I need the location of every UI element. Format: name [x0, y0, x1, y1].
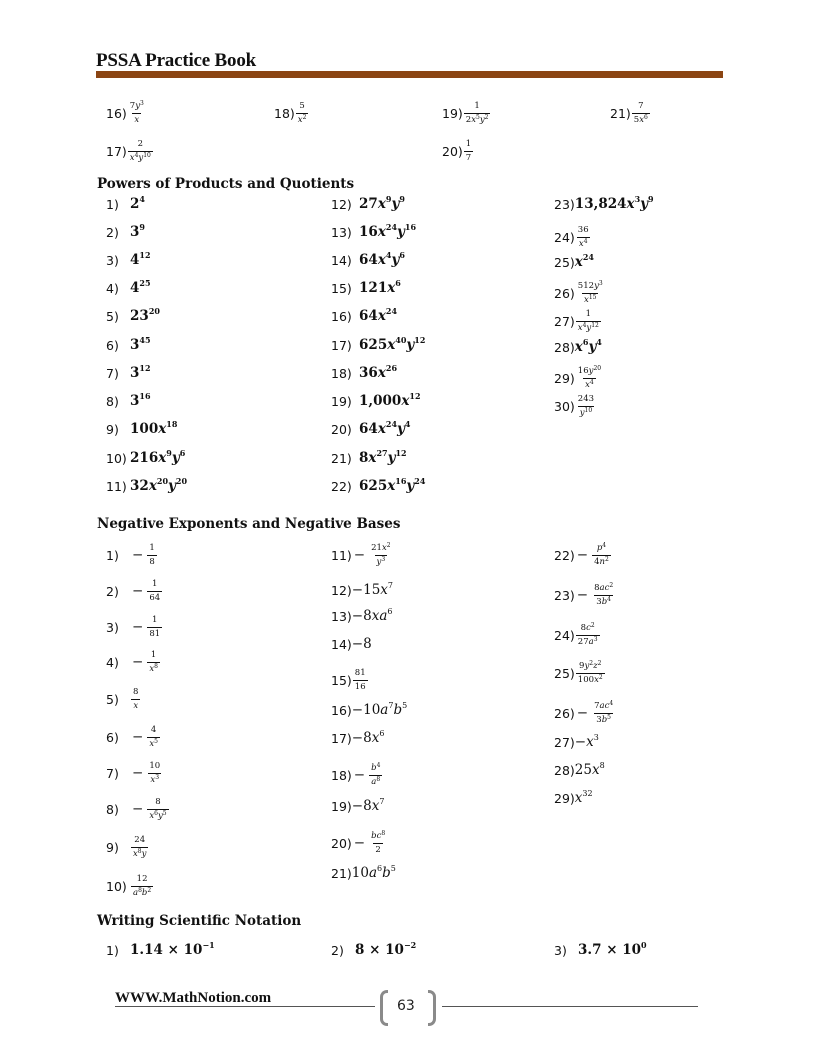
answer-fraction: [147, 762, 162, 784]
answer-fraction: [147, 798, 168, 820]
minus-sign: −: [353, 767, 366, 783]
powers-answer-item: [106, 337, 151, 353]
fraction-numerator: 8: [133, 687, 139, 697]
powers-answer-item: [554, 367, 603, 389]
fraction-numerator: $p^4$: [596, 542, 607, 553]
answer-fraction: [147, 726, 160, 748]
item-number: 6): [106, 729, 119, 745]
answer-fraction: [576, 367, 603, 389]
answer-fraction: [576, 282, 605, 304]
fraction-numerator: 7: [638, 101, 644, 111]
answer-expression: $8 \times 10^{-2}$: [355, 940, 417, 958]
item-number: 1): [106, 547, 119, 563]
negative-answer-item: [106, 762, 162, 784]
item-number: 24): [554, 627, 575, 643]
scientific-answer-item: [331, 942, 416, 958]
answer-expression: $1,000x^{12}$: [359, 391, 421, 409]
negative-answer-item: [554, 544, 611, 566]
fraction-numerator: $7y^3$: [129, 100, 144, 111]
item-number: 11): [106, 478, 127, 494]
negative-answer-item: [106, 726, 160, 748]
item-number: 2): [331, 942, 344, 958]
top-answer-item: [442, 140, 473, 162]
answer-expression: $2^4$: [130, 194, 145, 212]
fraction-denominator: $27a^3$: [577, 635, 598, 647]
fraction-denominator: $y^{10}$: [579, 406, 593, 418]
fraction-denominator: $a^8b^2$: [133, 886, 152, 898]
answer-fraction: [592, 702, 615, 724]
answer-expression: $27x^9y^9$: [359, 194, 405, 212]
powers-answer-item: [331, 252, 405, 268]
negative-answer-item: [106, 544, 157, 566]
item-number: 2): [106, 224, 119, 240]
powers-answer-item: [554, 254, 594, 270]
fraction-numerator: 1: [150, 650, 157, 660]
item-number: 22): [554, 547, 575, 563]
negative-answer-item: [554, 762, 605, 778]
fraction-numerator: 1: [465, 139, 472, 149]
answer-expression: $-8x^6$: [351, 729, 385, 746]
powers-answer-item: [331, 450, 407, 466]
fraction-denominator: $x^5$: [149, 737, 158, 749]
top-answer-item: [106, 140, 153, 162]
minus-sign: −: [132, 729, 144, 745]
answer-fraction: [131, 875, 153, 897]
answer-fraction: [147, 651, 160, 673]
item-number: 10): [106, 450, 127, 466]
item-number: 17): [331, 730, 352, 746]
negative-answer-item: [106, 875, 153, 897]
fraction-denominator: 64: [149, 592, 161, 603]
item-number: 20): [331, 835, 352, 851]
fraction-numerator: $8c^2$: [580, 622, 595, 633]
answer-expression: $-8x^7$: [351, 797, 385, 814]
answer-expression: $32x^{20}y^{20}$: [130, 476, 188, 494]
fraction-denominator: $100x^2$: [577, 673, 603, 685]
answer-expression: $-8xa^6$: [351, 607, 393, 624]
page-bracket-right: [428, 990, 436, 1026]
fraction-numerator: 24: [134, 835, 146, 845]
fraction-denominator: $x^3$: [150, 773, 160, 785]
item-number: 27): [554, 734, 575, 750]
fraction-denominator: 81: [149, 628, 161, 639]
answer-fraction: [576, 310, 601, 332]
answer-expression: $13,824x^3y^9$: [574, 194, 654, 212]
fraction-numerator: 10: [149, 761, 161, 771]
fraction-denominator: $x^8$: [149, 662, 158, 674]
item-number: 11): [331, 547, 352, 563]
item-number: 26): [554, 705, 575, 721]
fraction-numerator: $b^4$: [371, 762, 381, 773]
item-number: 28): [554, 762, 575, 778]
negative-answer-item: [331, 832, 387, 854]
answer-expression: −8: [351, 636, 372, 652]
footer-rule-right: [442, 1006, 698, 1007]
minus-sign: −: [576, 547, 589, 563]
answer-fraction: [369, 544, 392, 566]
item-number: 18): [331, 767, 352, 783]
scientific-answer-item: [554, 942, 647, 958]
item-number: 13): [331, 224, 352, 240]
scientific-answer-item: [106, 942, 215, 958]
item-number: 18): [274, 105, 295, 121]
page-bracket-left: [380, 990, 388, 1026]
fraction-numerator: 5: [299, 101, 305, 111]
negative-answer-item: [106, 580, 162, 602]
fraction-numerator: 1: [149, 543, 155, 553]
fraction-numerator: $7ac^4$: [594, 700, 614, 711]
powers-answer-item: [106, 308, 160, 324]
answer-fraction: [128, 102, 146, 124]
powers-answer-item: [331, 196, 405, 212]
answer-expression: $64x^{24}$: [359, 306, 398, 324]
powers-answer-item: [106, 421, 177, 437]
answer-expression: $36x^{26}$: [359, 363, 398, 381]
negative-answer-item: [331, 669, 368, 691]
item-number: 21): [610, 105, 631, 121]
item-number: 23): [554, 196, 575, 212]
powers-answer-item: [554, 310, 601, 332]
powers-answer-item: [331, 478, 425, 494]
item-number: 17): [331, 337, 352, 353]
item-number: 1): [106, 196, 119, 212]
answer-fraction: [464, 140, 473, 162]
item-number: 10): [106, 878, 127, 894]
top-answer-item: [274, 102, 308, 124]
negative-answer-item: [554, 734, 599, 750]
powers-answer-item: [106, 252, 151, 268]
minus-sign: −: [132, 801, 144, 817]
minus-sign: −: [353, 547, 366, 563]
top-answer-item: [106, 102, 146, 124]
item-number: 20): [442, 143, 463, 159]
fraction-numerator: 8: [155, 797, 161, 807]
item-number: 15): [331, 280, 352, 296]
item-number: 14): [331, 636, 352, 652]
fraction-numerator: 12: [136, 874, 148, 884]
powers-answer-item: [554, 339, 602, 355]
negative-answer-item: [554, 584, 615, 606]
answer-expression: $23^{20}$: [130, 306, 160, 324]
minus-sign: −: [132, 547, 144, 563]
answer-expression: $-15x^7$: [351, 581, 394, 598]
fraction-numerator: $21x^2$: [371, 542, 391, 553]
powers-answer-item: [331, 393, 421, 409]
item-number: 6): [106, 337, 119, 353]
item-number: 25): [554, 254, 575, 270]
answer-fraction: [592, 584, 615, 606]
negative-answer-item: [554, 790, 593, 806]
item-number: 5): [106, 308, 119, 324]
item-number: 3): [554, 942, 567, 958]
item-number: 9): [106, 421, 119, 437]
section-heading-powers: Powers of Products and Quotients: [97, 176, 355, 192]
answer-fraction: [576, 624, 600, 646]
powers-answer-item: [554, 226, 591, 248]
fraction-numerator: 243: [577, 394, 595, 404]
negative-answer-item: [106, 688, 140, 710]
powers-answer-item: [331, 224, 416, 240]
answer-expression: $16x^{24}y^{16}$: [359, 222, 417, 240]
answer-expression: $10a^6b^5$: [351, 864, 396, 881]
fraction-denominator: 2: [375, 844, 381, 855]
answer-expression: $625x^{40}y^{12}$: [359, 335, 426, 353]
negative-answer-item: [106, 616, 162, 638]
negative-answer-item: [331, 608, 392, 624]
item-number: 8): [106, 393, 119, 409]
answer-fraction: [147, 616, 162, 638]
powers-answer-item: [106, 196, 145, 212]
answer-expression: $121x^6$: [359, 278, 401, 296]
powers-answer-item: [331, 421, 410, 437]
top-answer-item: [442, 102, 490, 124]
powers-answer-item: [554, 282, 605, 304]
fraction-numerator: 1: [474, 101, 480, 111]
answer-expression: $4^{25}$: [130, 278, 151, 296]
negative-answer-item: [331, 730, 384, 746]
item-number: 16): [106, 105, 127, 121]
answer-expression: $625x^{16}y^{24}$: [359, 476, 426, 494]
powers-answer-item: [106, 450, 185, 466]
fraction-denominator: $x^4$: [578, 237, 588, 249]
negative-answer-item: [331, 544, 393, 566]
item-number: 4): [106, 280, 119, 296]
fraction-denominator: $x^{15}$: [584, 293, 597, 305]
fraction-numerator: 36: [577, 225, 589, 235]
item-number: 22): [331, 478, 352, 494]
powers-answer-item: [106, 280, 151, 296]
fraction-denominator: $x^6y^5$: [149, 809, 167, 821]
answer-fraction: [131, 688, 140, 710]
minus-sign: −: [132, 583, 144, 599]
answer-expression: $4^{12}$: [130, 250, 151, 268]
title-rule: [96, 71, 723, 78]
answer-expression: $3^{12}$: [130, 363, 151, 381]
answer-expression: $64x^{24}y^4$: [359, 419, 411, 437]
fraction-denominator: $x^2$: [297, 113, 307, 125]
answer-fraction: [464, 102, 491, 124]
fraction-denominator: $x^4$: [585, 378, 594, 390]
item-number: 27): [554, 313, 575, 329]
answer-fraction: [592, 544, 611, 566]
item-number: 13): [331, 608, 352, 624]
answer-fraction: [576, 662, 605, 684]
section-heading-scientific: Writing Scientific Notation: [97, 913, 302, 929]
item-number: 16): [331, 308, 352, 324]
answer-expression: $64x^4y^6$: [359, 250, 405, 268]
answer-fraction: [369, 832, 387, 854]
answer-expression: $216x^9y^6$: [130, 448, 186, 466]
negative-answer-item: [331, 636, 372, 652]
item-number: 28): [554, 339, 575, 355]
fraction-numerator: $512y^3$: [577, 280, 603, 291]
fraction-denominator: x: [133, 700, 139, 711]
minus-sign: −: [132, 654, 144, 670]
fraction-numerator: $bc^8$: [371, 830, 386, 841]
item-number: 8): [106, 801, 119, 817]
fraction-denominator: $x^4y^{12}$: [577, 321, 599, 333]
negative-answer-item: [331, 798, 384, 814]
item-number: 29): [554, 370, 575, 386]
fraction-denominator: $a^8$: [371, 775, 381, 787]
footer-rule-left: [115, 1006, 375, 1007]
fraction-denominator: $3b^4$: [596, 595, 611, 607]
item-number: 24): [554, 229, 575, 245]
fraction-denominator: 16: [354, 681, 366, 692]
item-number: 14): [331, 252, 352, 268]
answer-expression: $8x^{27}y^{12}$: [359, 448, 407, 466]
item-number: 19): [331, 798, 352, 814]
minus-sign: −: [132, 765, 144, 781]
item-number: 29): [554, 790, 575, 806]
item-number: 21): [331, 865, 352, 881]
answer-fraction: [576, 226, 591, 248]
fraction-numerator: 1: [152, 615, 158, 625]
powers-answer-item: [331, 337, 425, 353]
item-number: 9): [106, 839, 119, 855]
answer-expression: $1.14 \times 10^{-1}$: [130, 940, 215, 958]
fraction-denominator: $5x^6$: [633, 113, 648, 125]
fraction-denominator: x: [134, 114, 140, 125]
fraction-denominator: 8: [149, 556, 155, 567]
negative-answer-item: [554, 662, 605, 684]
book-title: PSSA Practice Book: [96, 50, 256, 71]
powers-answer-item: [331, 365, 397, 381]
answer-expression: $x^{32}$: [574, 789, 593, 806]
answer-fraction: [296, 102, 309, 124]
answer-expression: $-x^3$: [574, 733, 599, 750]
item-number: 2): [106, 583, 119, 599]
answer-fraction: [147, 580, 162, 602]
answer-expression: $3.7 \times 10^0$: [578, 940, 647, 958]
fraction-denominator: $x^8y$: [133, 847, 147, 859]
answer-expression: $x^{24}$: [574, 252, 594, 270]
negative-answer-item: [106, 798, 169, 820]
answer-expression: $-10a^7b^5$: [351, 701, 408, 718]
fraction-numerator: 81: [354, 668, 366, 678]
minus-sign: −: [576, 587, 589, 603]
negative-answer-item: [331, 702, 407, 718]
powers-answer-item: [331, 280, 401, 296]
fraction-denominator: $x^4y^{10}$: [129, 151, 151, 163]
item-number: 5): [106, 691, 119, 707]
fraction-numerator: $9y^2z^2$: [579, 660, 602, 671]
item-number: 23): [554, 587, 575, 603]
item-number: 16): [331, 702, 352, 718]
powers-answer-item: [331, 308, 397, 324]
fraction-denominator: $y^3$: [376, 555, 386, 567]
answer-expression: $3^9$: [130, 222, 145, 240]
minus-sign: −: [132, 619, 144, 635]
fraction-numerator: 4: [150, 725, 157, 735]
fraction-denominator: $2x^5y^2$: [465, 113, 489, 125]
fraction-numerator: $16y^{20}$: [577, 365, 602, 376]
item-number: 26): [554, 285, 575, 301]
item-number: 21): [331, 450, 352, 466]
item-number: 4): [106, 654, 119, 670]
item-number: 18): [331, 365, 352, 381]
powers-answer-item: [554, 196, 654, 212]
fraction-numerator: 2: [137, 139, 144, 149]
item-number: 3): [106, 619, 119, 635]
answer-expression: $100x^{18}$: [130, 419, 178, 437]
negative-answer-item: [106, 651, 160, 673]
item-number: 17): [106, 143, 127, 159]
powers-answer-item: [106, 224, 145, 240]
fraction-denominator: 7: [465, 152, 472, 163]
answer-expression: $3^{16}$: [130, 391, 151, 409]
top-answer-item: [610, 102, 650, 124]
item-number: 30): [554, 398, 575, 414]
negative-answer-item: [554, 624, 600, 646]
footer-site: WWW.MathNotion.com: [115, 990, 272, 1006]
answer-fraction: [369, 764, 382, 786]
minus-sign: −: [353, 835, 366, 851]
page-number: 63: [397, 998, 415, 1014]
fraction-numerator: 1: [585, 309, 592, 319]
answer-fraction: [353, 669, 368, 691]
powers-answer-item: [106, 478, 187, 494]
answer-fraction: [131, 836, 148, 858]
answer-expression: $3^{45}$: [130, 335, 151, 353]
item-number: 19): [331, 393, 352, 409]
negative-answer-item: [331, 764, 382, 786]
powers-answer-item: [106, 365, 151, 381]
answer-fraction: [147, 544, 156, 566]
negative-answer-item: [331, 865, 396, 881]
answer-fraction: [128, 140, 153, 162]
fraction-numerator: 1: [152, 579, 158, 589]
item-number: 15): [331, 672, 352, 688]
fraction-denominator: $4n^2$: [594, 555, 609, 567]
answer-fraction: [576, 395, 596, 417]
negative-answer-item: [106, 836, 148, 858]
powers-answer-item: [106, 393, 151, 409]
answer-expression: $x^6y^4$: [574, 337, 602, 355]
item-number: 1): [106, 942, 119, 958]
item-number: 3): [106, 252, 119, 268]
answer-fraction: [632, 102, 650, 124]
fraction-numerator: $8ac^2$: [594, 582, 614, 593]
fraction-denominator: $3b^5$: [596, 713, 611, 725]
item-number: 7): [106, 765, 119, 781]
section-heading-negative: Negative Exponents and Negative Bases: [97, 516, 401, 532]
answer-expression: $25x^8$: [574, 761, 605, 778]
item-number: 12): [331, 582, 352, 598]
item-number: 19): [442, 105, 463, 121]
item-number: 25): [554, 665, 575, 681]
negative-answer-item: [331, 582, 393, 598]
item-number: 7): [106, 365, 119, 381]
negative-answer-item: [554, 702, 615, 724]
powers-answer-item: [554, 395, 596, 417]
minus-sign: −: [576, 705, 589, 721]
item-number: 20): [331, 421, 352, 437]
item-number: 12): [331, 196, 352, 212]
